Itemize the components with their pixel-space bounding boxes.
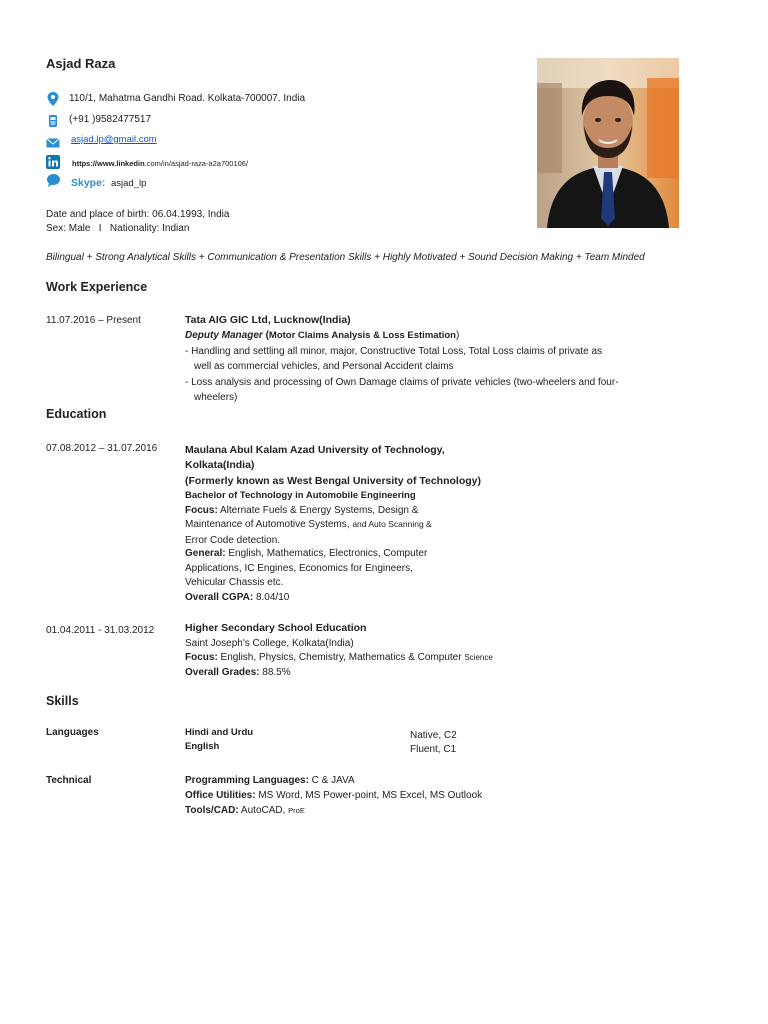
work-role-close: ) — [455, 330, 460, 341]
skills-languages-label: Languages — [46, 727, 99, 738]
skills-office-value: MS Word, MS Power-point, MS Excel, MS Outlook — [255, 790, 483, 801]
edu-school-grades-label: Overall Grades: — [185, 667, 260, 678]
work-bullet-1-line-2: well as commercial vehicles, and Personal Accident claims — [194, 361, 454, 372]
phone-text: (+91 )9582477517 — [69, 114, 152, 125]
birth-info: Date and place of birth: 06.04.1993, India — [46, 209, 230, 220]
candidate-name: Asjad Raza — [46, 56, 116, 71]
speech-bubble-icon — [46, 173, 60, 187]
skills-lang-1: Hindi and Urdu — [185, 727, 254, 738]
email-link[interactable]: asjad.lp@gmail.com — [71, 134, 157, 145]
edu-school-date: 01.04.2011 - 31.03.2012 — [46, 625, 155, 636]
work-bullet-2-line-2: wheelers) — [194, 392, 238, 403]
linkedin-url[interactable] — [72, 159, 248, 168]
skills-tools — [185, 805, 305, 816]
skills-tools-small: ProE — [288, 806, 305, 815]
edu-school-focus — [185, 652, 493, 663]
location-pin-icon — [46, 91, 60, 105]
edu-uni-general-2: Applications, IC Engines, Economics for Engineers, — [185, 563, 413, 574]
edu-school-college: Saint Joseph's College, Kolkata(India) — [185, 638, 354, 649]
work-role: Deputy Manager — [185, 330, 263, 341]
linkedin-path: .com/in/asjad-raza-a2a700106/ — [144, 159, 249, 168]
edu-uni-cgpa-label: Overall CGPA: — [185, 592, 254, 603]
skills-tools-value: AutoCAD, — [238, 805, 289, 816]
skills-tools-label: Tools/CAD: — [185, 805, 239, 816]
work-role-detail: Motor Claims Analysis & Loss Estimation — [268, 330, 456, 341]
work-role-open: ( — [262, 330, 269, 341]
skype-line — [71, 177, 146, 189]
envelope-icon — [46, 136, 60, 150]
edu-uni-general-label: General: — [185, 548, 226, 559]
edu-uni-general-1 — [185, 548, 427, 559]
edu-uni-focus-text-2: Maintenance of Automotive Systems, — [185, 519, 353, 530]
edu-uni-degree: Bachelor of Technology in Automobile Engineering — [185, 490, 416, 501]
skills-office-label: Office Utilities: — [185, 790, 256, 801]
section-heading-work: Work Experience — [46, 280, 148, 294]
sex-nationality: Sex: Male I Nationality: Indian — [46, 223, 190, 234]
edu-school-focus-label: Focus: — [185, 652, 218, 663]
skills-lang-2: English — [185, 741, 220, 752]
edu-school-name: Higher Secondary School Education — [185, 622, 367, 634]
section-heading-skills: Skills — [46, 694, 79, 708]
edu-uni-general-text-1: English, Mathematics, Electronics, Computer — [225, 548, 428, 559]
edu-uni-focus-label: Focus: — [185, 505, 218, 516]
profile-tagline: Bilingual + Strong Analytical Skills + Communication & Presentation Skills + Highly Motivated + Sound Decision Making + Team Minded — [46, 252, 645, 263]
edu-school-grades — [185, 667, 291, 678]
linkedin-prefix: https://www. — [72, 159, 117, 168]
edu-uni-general-3: Vehicular Chassis etc. — [185, 577, 284, 588]
address-text: 110/1, Mahatma Gandhi Road. Kolkata-700007. India — [69, 93, 306, 104]
edu-uni-former: (Formerly known as West Bengal University of Technology) — [185, 475, 481, 487]
skills-programming-label: Programming Languages: — [185, 775, 309, 786]
work-bullet-1-line-1: - Handling and settling all minor, major, Constructive Total Loss, Total Loss claims of private as — [185, 346, 603, 357]
edu-uni-name-1: Maulana Abul Kalam Azad University of Technology, — [185, 444, 445, 456]
work-bullet-2-line-1: - Loss analysis and processing of Own Damage claims of private vehicles (two-wheelers and four- — [185, 377, 619, 388]
skype-value: asjad_lp — [111, 178, 147, 189]
edu-school-grades-value: 88.5% — [259, 667, 291, 678]
edu-school-focus-small: Science — [464, 653, 493, 662]
edu-uni-focus-3: Error Code detection. — [185, 535, 281, 546]
skills-office — [185, 790, 482, 801]
profile-photo — [537, 58, 679, 228]
work-role-line — [185, 330, 459, 341]
skills-programming-value: C & JAVA — [308, 775, 355, 786]
skills-level-1: Native, C2 — [410, 730, 457, 741]
edu-uni-focus-text-2b: and Auto Scanning & — [352, 519, 432, 529]
section-heading-education: Education — [46, 407, 107, 421]
skills-level-2: Fluent, C1 — [410, 744, 457, 755]
edu-uni-focus-text-1: Alternate Fuels & Energy Systems, Design & — [217, 505, 419, 516]
skills-programming — [185, 775, 355, 786]
linkedin-domain: linkedin — [116, 159, 145, 168]
skills-technical-label: Technical — [46, 775, 92, 786]
edu-uni-cgpa-value: 8.04/10 — [253, 592, 290, 603]
skype-label: Skype: — [71, 177, 106, 189]
work-company: Tata AIG GIC Ltd, Lucknow(India) — [185, 314, 351, 326]
edu-uni-focus-2 — [185, 519, 432, 530]
phone-icon — [46, 114, 60, 128]
linkedin-icon — [46, 155, 60, 169]
work-date: 11.07.2016 – Present — [46, 315, 141, 326]
edu-uni-name-2: Kolkata(India) — [185, 459, 255, 471]
edu-uni-date: 07.08.2012 – 31.07.2016 — [46, 443, 158, 454]
edu-uni-cgpa — [185, 592, 289, 603]
edu-school-focus-text: English, Physics, Chemistry, Mathematics & Computer — [217, 652, 465, 663]
edu-uni-focus-1 — [185, 505, 418, 516]
